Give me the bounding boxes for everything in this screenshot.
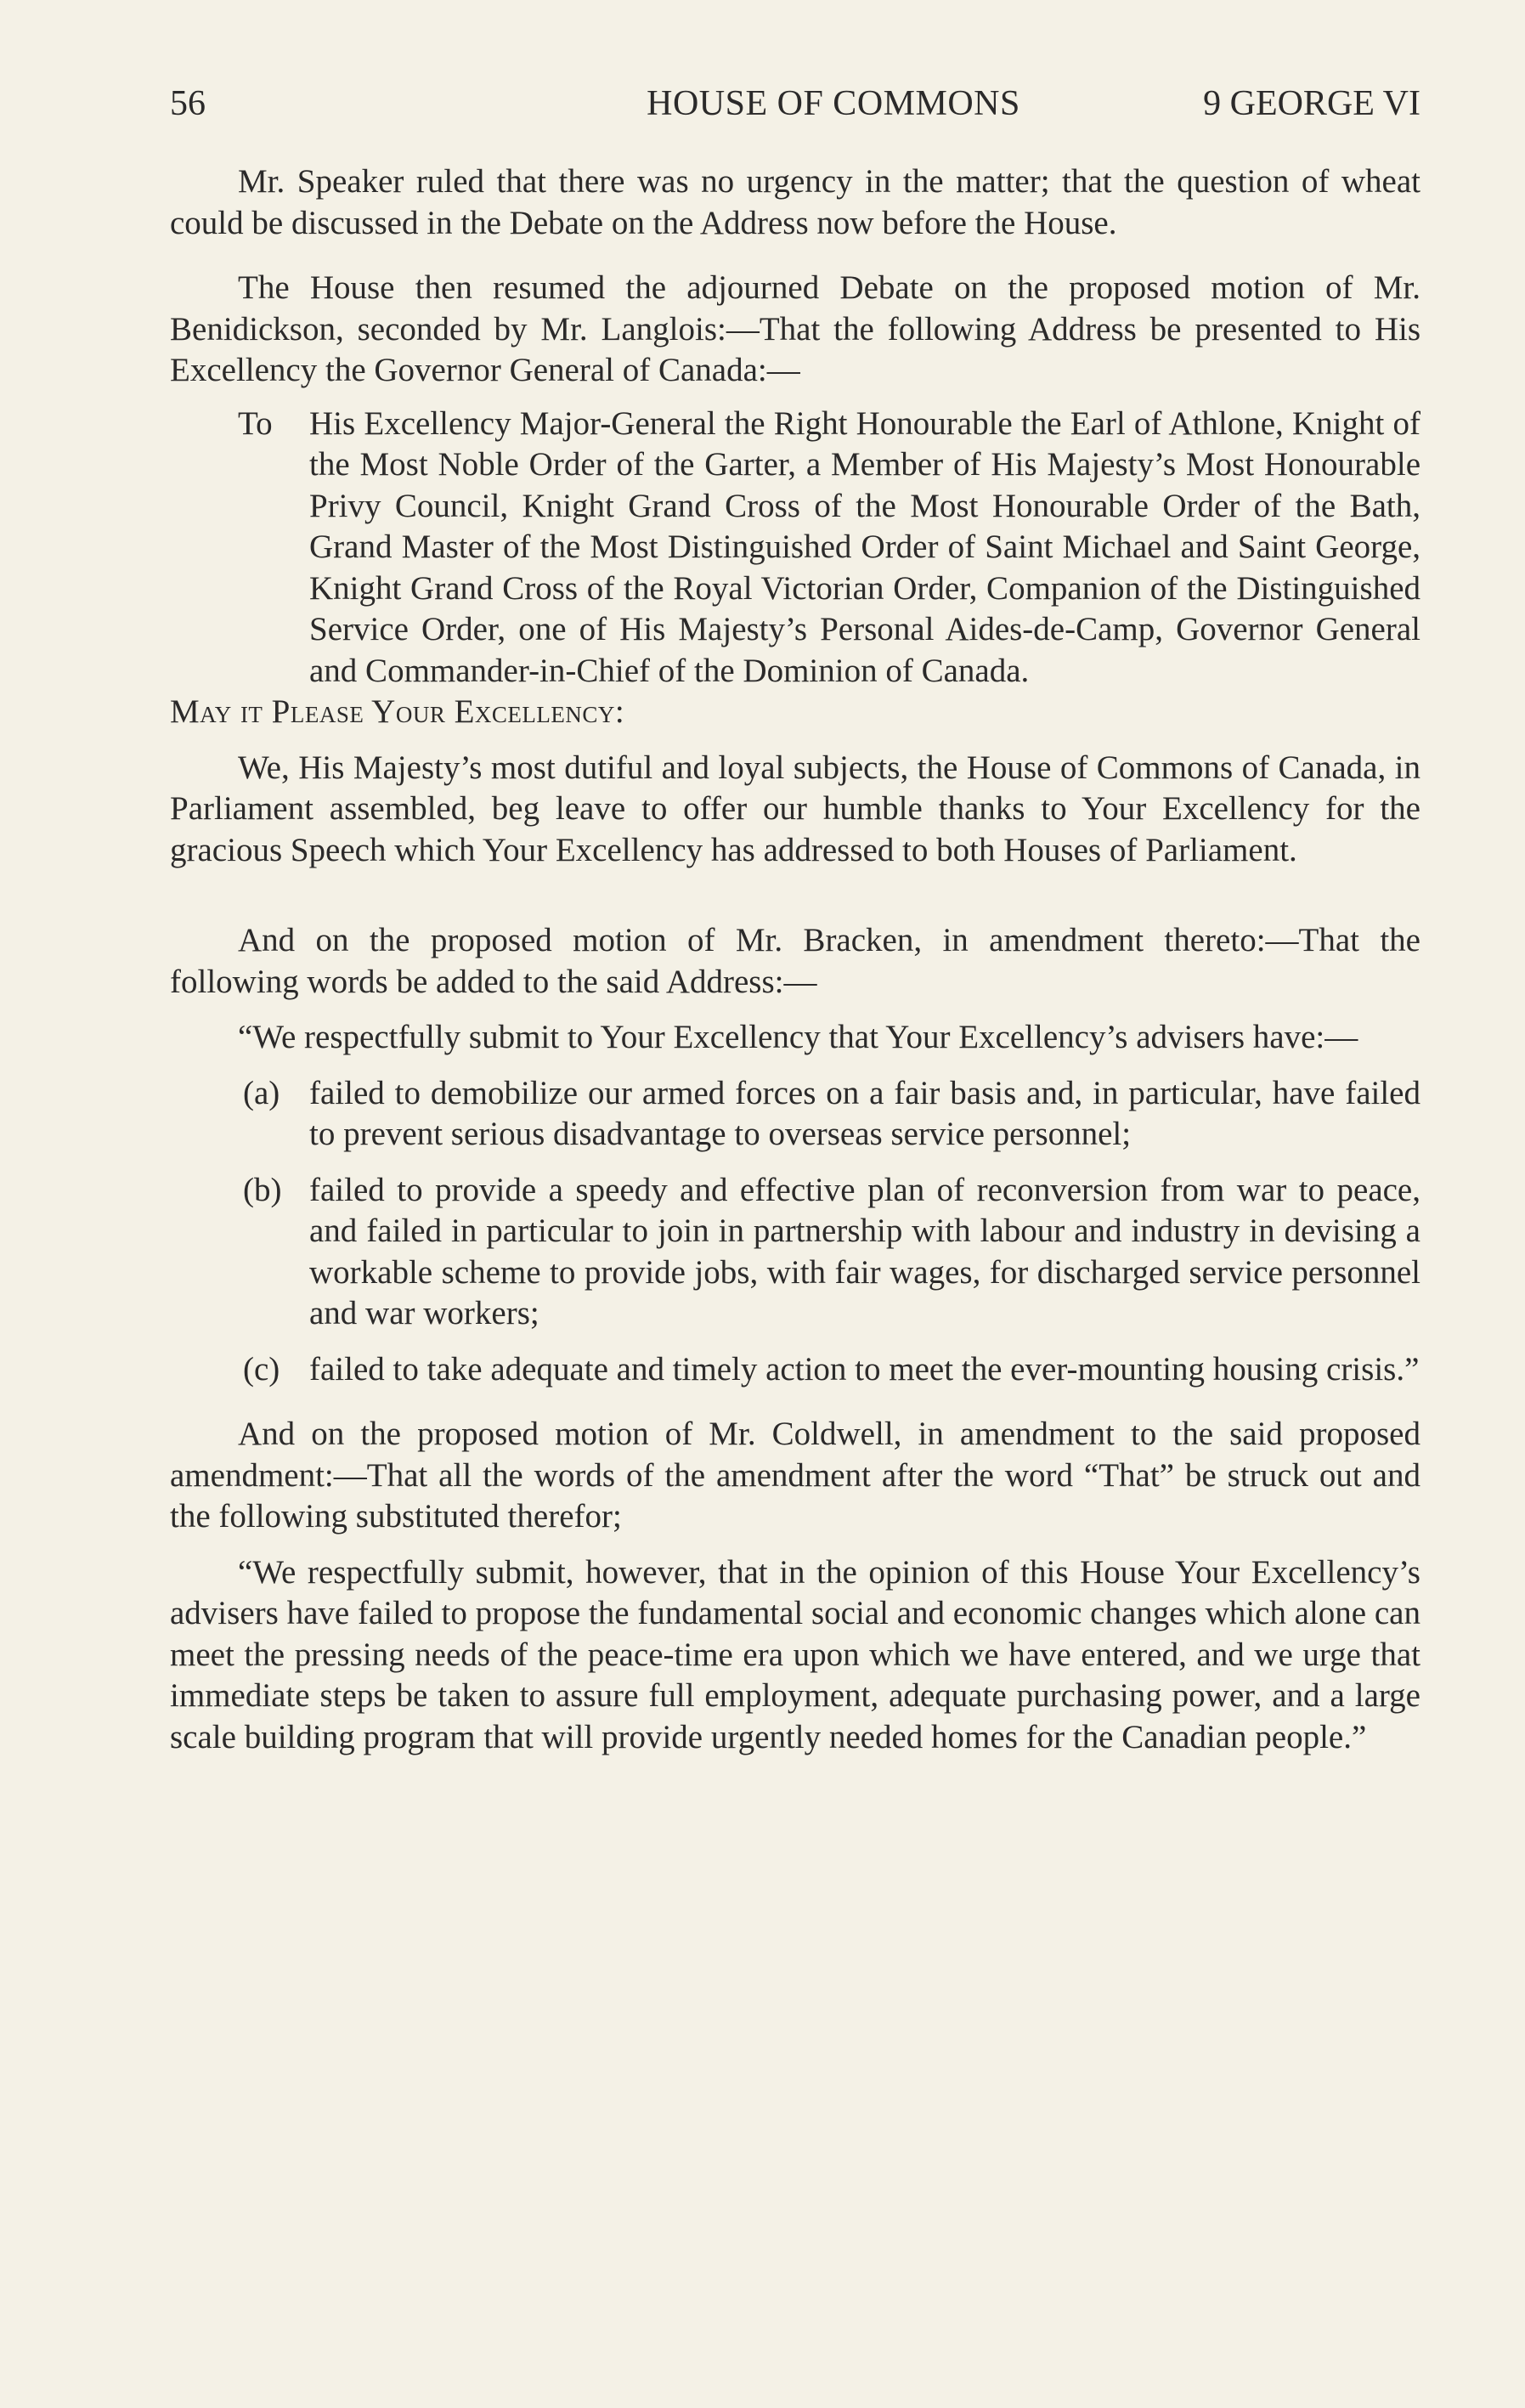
resumed-debate-paragraph: The House then resumed the adjourned Debate on the proposed motion of Mr. Benidickson, seconded by Mr. Langlois:—That the following Address be presented to His Excellency the Governor General of Canada:— (170, 269, 1421, 388)
clause-text: failed to provide a speedy and effective plan of reconversion from war to peace, and failed in particular to join in partnership with labour and industry in devising a workable scheme to provide jobs, with fair wages, for discharged service personnel and war workers; (309, 1171, 1421, 1331)
page-body (170, 161, 1421, 1758)
speaker-ruling-paragraph: Mr. Speaker ruled that there was no urgency in the matter; that the question of wheat could be discussed in the Debate on the Address now before the House. (170, 163, 1421, 241)
amendment-clause-a (170, 1073, 1421, 1156)
thanks-paragraph: We, His Majesty’s most dutiful and loyal subjects, the House of Commons of Canada, in Parliament assembled, beg leave to offer our humble thanks to Your Excellency for the gracious Speech which Your Excellency has addressed to both Houses of Parliament. (170, 749, 1421, 868)
regnal-year: 9 GEORGE VI (1203, 84, 1421, 123)
address-block (170, 404, 1421, 692)
coldwell-quote-paragraph: “We respectfully submit, however, that in the opinion of this House Your Excellency’s advisers have failed to propose the fundamental social and economic changes which alone can meet the pressing needs of the peace-time era upon which we have entered, and we urge that immediate steps be taken to assure full employment, adequate purchasing power, and a large scale building program that will provide urgently needed homes for the Canadian people.” (170, 1553, 1421, 1755)
salutation-heading: May it Please Your Excellency: (170, 693, 625, 730)
journal-page (170, 78, 1421, 1758)
amendment-clause-c (170, 1349, 1421, 1391)
clause-letter: (c) (243, 1350, 280, 1388)
amendment-clause-b (170, 1170, 1421, 1335)
clause-letter: (b) (243, 1171, 282, 1208)
page-header (170, 78, 1421, 129)
coldwell-motion-paragraph: And on the proposed motion of Mr. Coldwell, in amendment to the said proposed amendment:—That all the words of the amendment after the word “That” be struck out and the following substituted therefor; (170, 1416, 1421, 1535)
clause-text: failed to demobilize our armed forces on a fair basis and, in particular, have failed to prevent serious disadvantage to overseas service personnel; (309, 1074, 1421, 1152)
bracken-motion-paragraph: And on the proposed motion of Mr. Bracken, in amendment thereto:—That the following words be added to the said Address:— (170, 922, 1421, 1000)
address-to-label: To (238, 404, 273, 442)
running-title: HOUSE OF COMMONS (647, 84, 1020, 123)
clause-letter: (a) (243, 1074, 280, 1111)
page-number: 56 (170, 84, 206, 123)
address-recipient-text: His Excellency Major-General the Right Honourable the Earl of Athlone, Knight of the Most Noble Order of the Garter, a Member of His Majesty’s Most Honourable Privy Council, Knight Grand Cross of the Most Honourable Order of the Bath, Grand Master of the Most Distinguished Order of Saint Michael and Saint George, Knight Grand Cross of the Royal Victorian Order, Companion of the Distinguished Service Order, one of His Majesty’s Personal Aides-de-Camp, Governor General and Commander-in-Chief of the Dominion of Canada. (309, 404, 1421, 689)
bracken-quote-intro: “We respectfully submit to Your Excellency that Your Excellency’s advisers have:— (238, 1019, 1358, 1055)
clause-text: failed to take adequate and timely action to meet the ever-mounting housing crisis.” (309, 1350, 1420, 1388)
